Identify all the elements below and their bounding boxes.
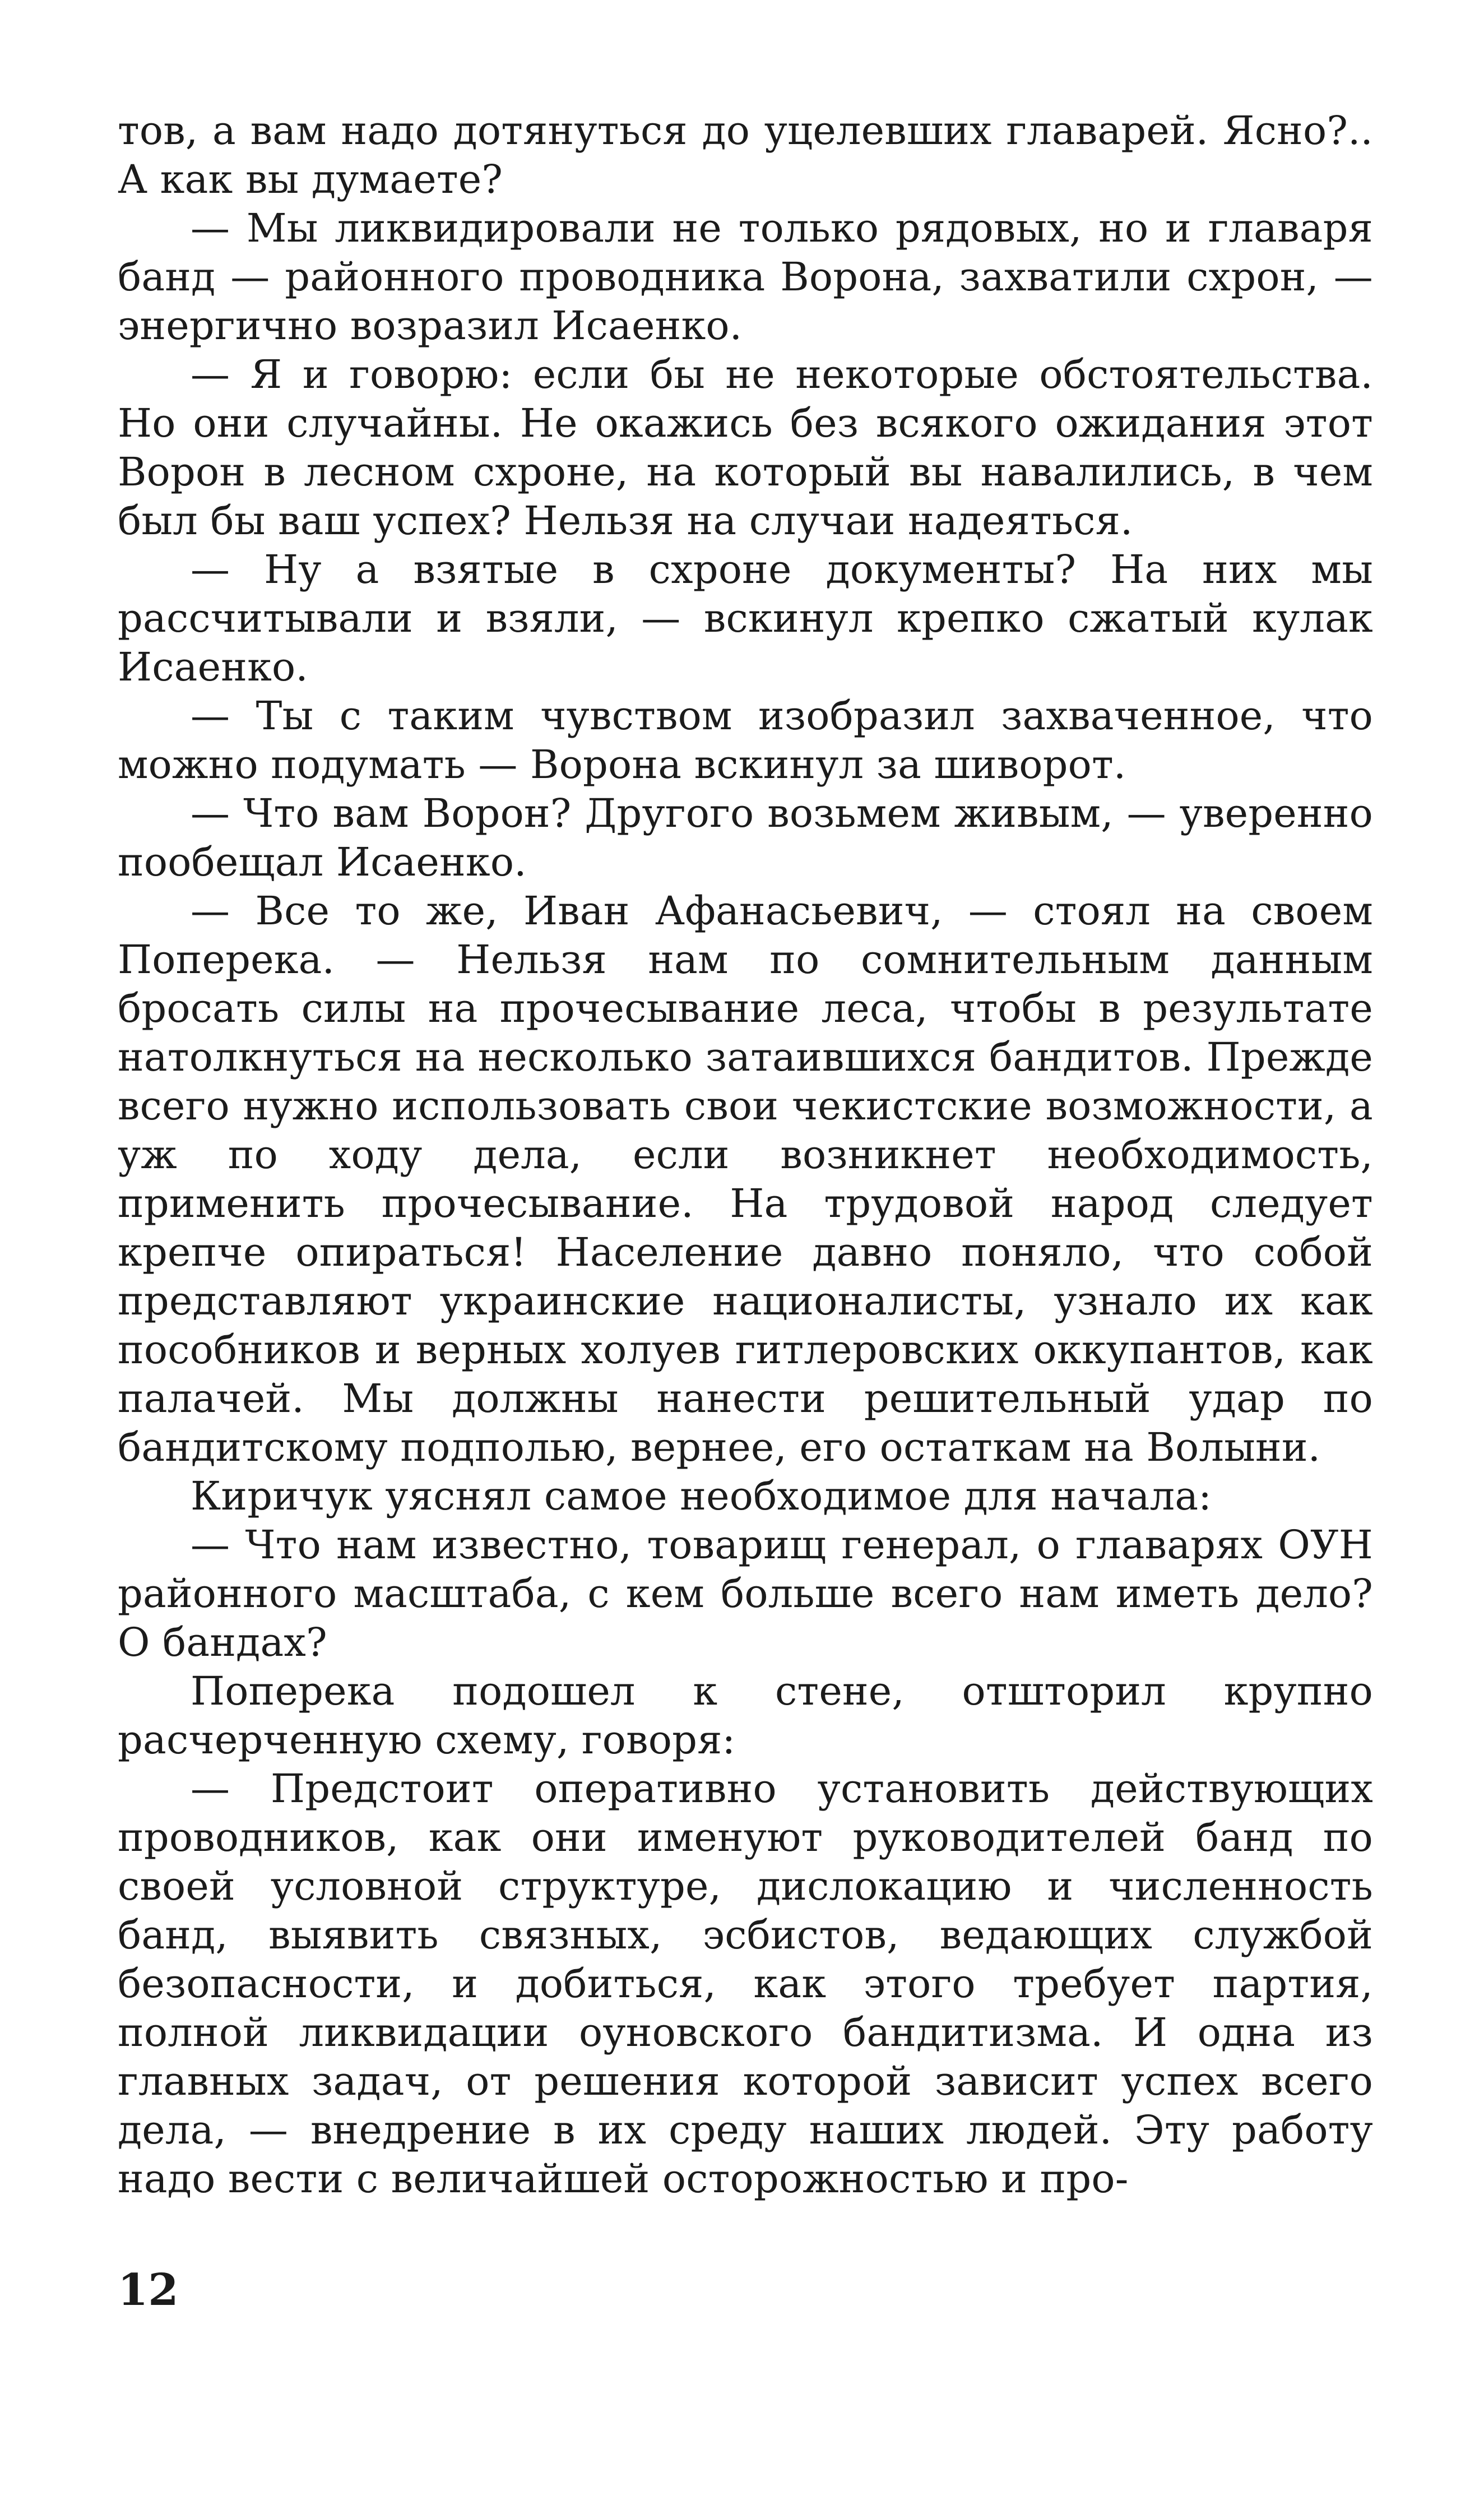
paragraph: — Все то же, Иван Афанасьевич, — стоял на своем Поперека. — Нельзя нам по сомнительным данным бросать силы на прочесывание леса, чтобы в результате натолкнуться на несколько затаившихся бандитов. Прежде всего нужно использовать свои чекистские возможности, а уж по ходу дела, если возникнет необходимость, применить прочесывание. На трудовой народ следует крепче опираться! Население давно поняло, что собой представляют украинские националисты, узнало их как пособников и верных холуев гитлеровских оккупантов, как палачей. Мы должны нанести решительный удар по бандитскому подполью, вернее, его остаткам на Волыни. — [118, 888, 1373, 1470]
paragraph: Поперека подошел к стене, отшторил крупно расчерченную схему, говоря: — [118, 1668, 1373, 1763]
paragraph: Киричук уяснял самое необходимое для начала: — [191, 1473, 1212, 1519]
paragraph: — Что вам Ворон? Другого возьмем живым, — уверенно пообещал Исаенко. — [118, 790, 1373, 885]
paragraph: тов, а вам надо дотянуться до уцелевших главарей. Ясно?.. А как вы думаете? — [118, 108, 1373, 202]
paragraph: — Ты с таким чувством изобразил захваченное, что можно подумать — Ворона вскинул за шиворот. — [118, 693, 1373, 788]
paragraph: — Я и говорю: если бы не некоторые обстоятельства. Но они случайны. Не окажись без всякого ожидания этот Ворон в лесном схроне, на который вы навалились, в чем был бы ваш успех? Нельзя на случаи надеяться. — [118, 351, 1373, 544]
page-number: 12 — [118, 2265, 179, 2316]
paragraph: — Ну а взятые в схроне документы? На них мы рассчитывали и взяли, — вскинул крепко сжатый кулак Исаенко. — [118, 547, 1373, 690]
page-text — [118, 107, 1373, 2203]
paragraph: — Что нам известно, товарищ генерал, о главарях ОУН районного масштаба, с кем больше всего нам иметь дело? О бандах? — [118, 1522, 1373, 1665]
paragraph: — Предстоит оперативно установить действующих проводников, как они именуют руководителей банд по своей условной структуре, дислокацию и численность банд, выявить связных, эсбистов, ведающих службой безопасности, и добиться, как этого требует партия, полной ликвидации оуновского бандитизма. И одна из главных задач, от решения которой зависит успех всего дела, — внедрение в их среду наших людей. Эту работу надо вести с величайшей осторожностью и про- — [118, 1766, 1373, 2202]
paragraph: — Мы ликвидировали не только рядовых, но и главаря банд — районного проводника Ворона, захватили схрон, — энергично возразил Исаенко. — [118, 205, 1373, 349]
